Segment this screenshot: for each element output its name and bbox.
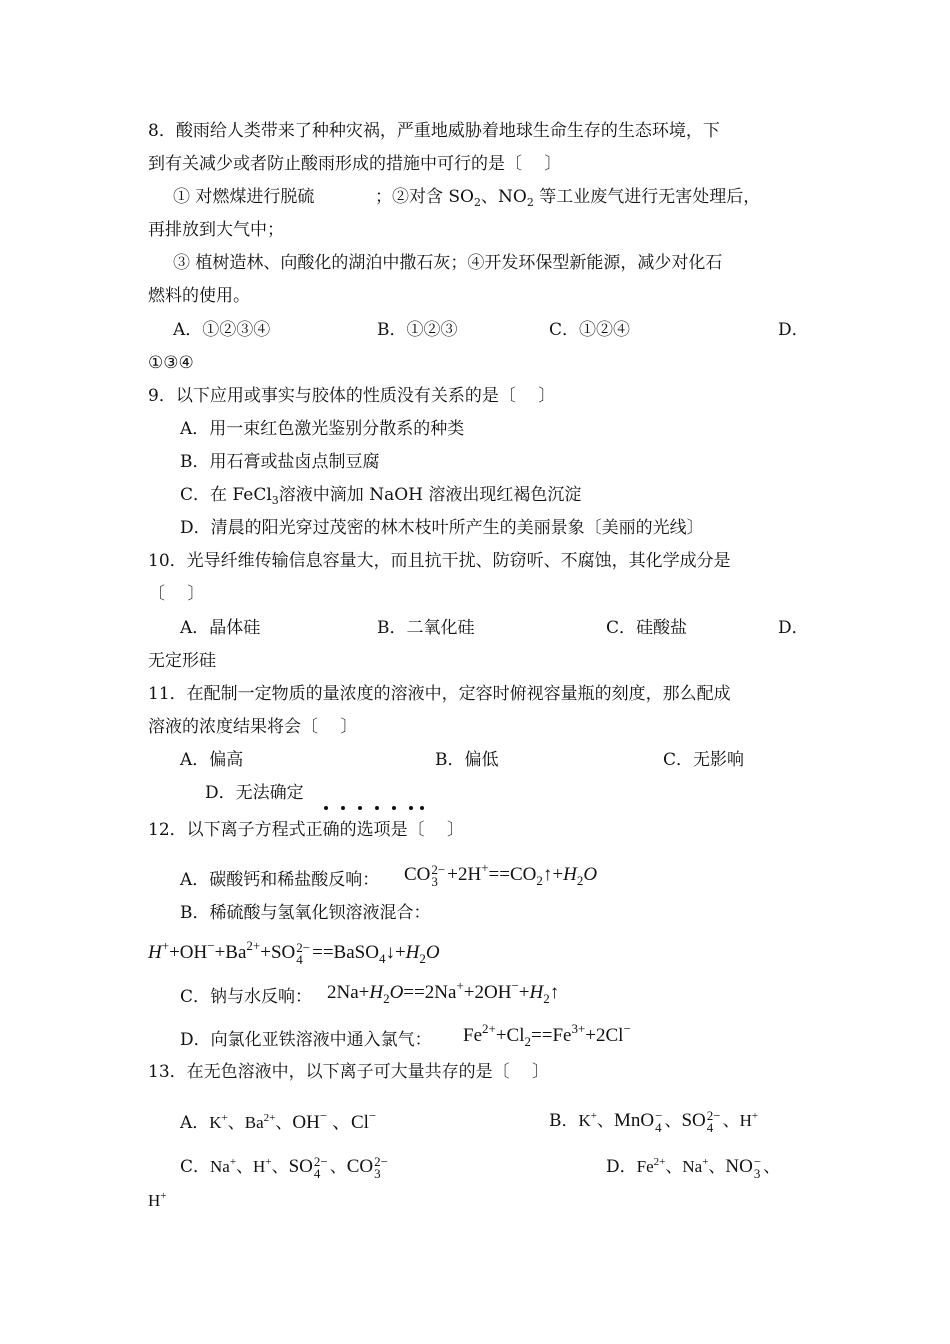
q10-stem: 10．光导纤维传输信息容量大，而且抗干扰、防窃听、不腐蚀，其化学成分是 bbox=[148, 551, 731, 571]
q13-option-d: D．$Fe^{2+}$、Na+、NO − 3 、 bbox=[606, 1153, 781, 1181]
q9-option-a: A．用一束红色激光鉴别分散系的种类 bbox=[180, 419, 465, 439]
q13-option-a: A．K+、$Ba^{2+}$、OH− 、Cl− bbox=[180, 1108, 377, 1133]
q13-option-d-label: D． bbox=[606, 1157, 637, 1177]
q9-fecl3-subscript: 3 bbox=[271, 494, 279, 507]
q8-option-c: C．①②④ bbox=[549, 320, 631, 340]
q10-option-b: B．二氧化硅 bbox=[377, 618, 475, 638]
q13-stem: 13．在无色溶液中，以下离子可大量共存的是〔 〕 bbox=[148, 1062, 550, 1082]
q8-item2-cont: 再排放到大气中； bbox=[148, 220, 284, 240]
q8-item3: ③ 植树造林、向酸化的湖泊中撒石灰；④开发环保型新能源，减少对化石 bbox=[173, 253, 723, 273]
q12-option-a-text: A．碳酸钙和稀盐酸反响： bbox=[180, 870, 380, 890]
q13-tail-h: H bbox=[148, 1191, 161, 1210]
q8-item2 bbox=[375, 185, 760, 215]
q10-option-c: C．硅酸盐 bbox=[606, 618, 688, 638]
q9-stem: 9．以下应用或事实与胶体的性质没有关系的是〔 〕 bbox=[148, 386, 556, 406]
q8-stem-line1: 8．酸雨给人类带来了种种灾祸，严重地威胁着地球生命生存的生态环境，下 bbox=[148, 121, 720, 141]
q11-option-a: A．偏高 bbox=[180, 750, 244, 770]
q13-option-b: B．K+、MnO − 4 、SO 2− 4 、H+ bbox=[549, 1107, 759, 1135]
q8-no2-subscript: 2 bbox=[526, 196, 534, 209]
q8-option-d: D． bbox=[778, 320, 809, 340]
q9-option-c-post: 溶液中滴加 NaOH 溶液出现红褐色沉淀 bbox=[278, 485, 582, 505]
q12-option-d-equation: $Fe^{2+}+Cl_2==Fe^{3+}+2Cl^-$ bbox=[463, 1021, 631, 1049]
q8-option-b: B．①②③ bbox=[377, 320, 458, 340]
q13-option-d-cont: H+ bbox=[148, 1190, 167, 1210]
q8-option-a: A．①②③④ bbox=[173, 320, 271, 340]
q12-option-c-equation: $2Na+H_2O==2Na^++2OH^-+H_2↑$ bbox=[327, 978, 560, 1006]
q13-option-b-label: B． bbox=[549, 1111, 579, 1131]
q8-item2-pre: ；②对含 SO bbox=[375, 187, 474, 207]
q10-stem-cont: 〔 〕 bbox=[148, 584, 205, 604]
q13-option-c: C．Na+、H+、SO 2− 4 、CO 2− 3 bbox=[180, 1153, 388, 1181]
q11-stem-cont: 溶液的浓度结果将会〔 〕 bbox=[148, 717, 358, 737]
q8-item2-mid: 、NO bbox=[481, 187, 527, 207]
q11-option-c: C．无影响 bbox=[663, 750, 745, 770]
q12-option-a-equation: CO 2− 3 $+2H^+==CO_2↑+H_2O$ bbox=[404, 860, 598, 889]
q9-option-c-pre: C．在 FeCl bbox=[180, 485, 272, 505]
q9-option-d: D．清晨的阳光穿过茂密的林木枝叶所产生的美丽景象〔美丽的光线〕 bbox=[180, 518, 704, 538]
q8-item3-cont: 燃料的使用。 bbox=[148, 286, 250, 306]
q10-option-d: D． bbox=[778, 618, 809, 638]
q10-option-d-cont: 无定形硅 bbox=[148, 651, 216, 671]
q12-option-b-equation: $H^++OH^-+Ba^{2+}+SO$ 2− 4 $==BaSO_4↓+H_2O$ bbox=[148, 938, 440, 967]
q8-option-d-cont: ①③④ bbox=[148, 353, 194, 373]
q9-option-b: B．用石膏或盐卤点制豆腐 bbox=[180, 452, 380, 472]
q11-option-b: B．偏低 bbox=[435, 750, 499, 770]
q12-option-c-text: C．钠与水反响： bbox=[180, 987, 313, 1007]
q8-stem-line2: 到有关减少或者防止酸雨形成的措施中可行的是〔 〕 bbox=[148, 154, 562, 174]
q8-item1: ① 对燃煤进行脱硫 bbox=[173, 187, 315, 207]
q8-so2-subscript: 2 bbox=[474, 196, 481, 209]
q12-option-d-text: D．向氯化亚铁溶液中通入氯气： bbox=[180, 1030, 432, 1050]
q12-option-b-text: B．稀硫酸与氢氧化钡溶液混合： bbox=[180, 903, 431, 923]
q8-item2-post: 等工业废气进行无害处理后， bbox=[533, 187, 761, 207]
q11-option-d: D．无法确定 bbox=[205, 783, 304, 803]
q13-option-a-label: A． bbox=[180, 1113, 210, 1133]
q11-stem: 11．在配制一定物质的量浓度的溶液中，定容时俯视容量瓶的刻度，那么配成 bbox=[148, 684, 731, 704]
q10-option-a: A．晶体硅 bbox=[180, 618, 261, 638]
q13-option-c-label: C． bbox=[180, 1157, 211, 1177]
q9-option-c bbox=[180, 483, 581, 513]
q12-stem: 12．以下离子方程式正确的选项是〔 〕 bbox=[148, 820, 465, 840]
